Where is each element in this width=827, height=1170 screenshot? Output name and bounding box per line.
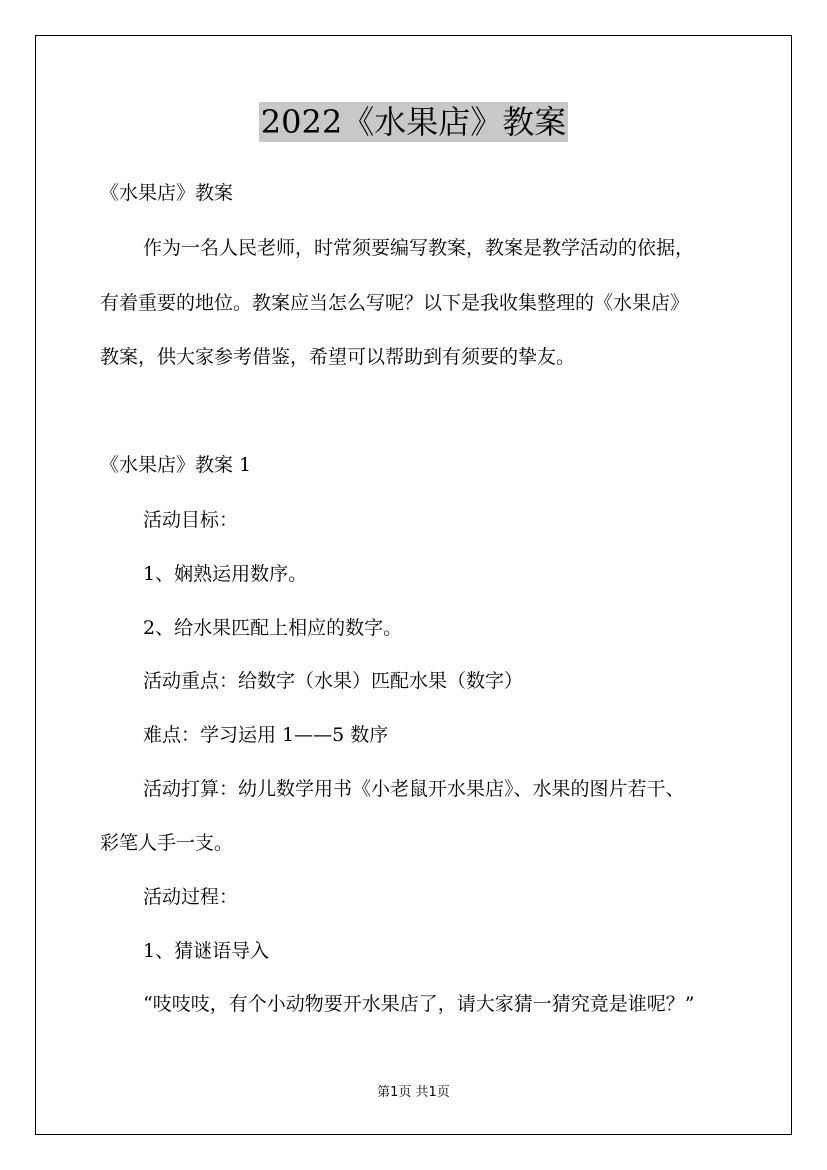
activity-difficulty: 难点：学习运用 1——5 数序 — [143, 724, 389, 746]
activity-process-heading: 活动过程： — [143, 886, 239, 908]
activity-goal-heading: 活动目标： — [143, 509, 239, 531]
page-footer: 第1页 共1页 — [377, 1085, 450, 1100]
activity-preparation-line-2: 彩笔人手一支。 — [100, 832, 234, 854]
activity-focus: 活动重点：给数字（水果）匹配水果（数字） — [143, 670, 524, 692]
intro-line-2: 有着重要的地位。教案应当怎么写呢？以下是我收集整理的《水果店》 — [100, 292, 690, 314]
document-title: 2022《水果店》教案 — [260, 103, 567, 141]
goal-item-1: 1、娴熟运用数序。 — [143, 563, 308, 585]
intro-line-1: 作为一名人民老师，时常须要编写教案，教案是教学活动的依据， — [143, 237, 695, 259]
process-quote: “吱吱吱，有个小动物要开水果店了，请大家猜一猜究竟是谁呢？” — [143, 993, 695, 1015]
intro-line-3: 教案，供大家参考借鉴，希望可以帮助到有须要的挚友。 — [100, 346, 576, 368]
title-area — [0, 102, 827, 142]
activity-preparation-line-1: 活动打算：幼儿数学用书《小老鼠开水果店》、水果的图片若干、 — [143, 778, 685, 800]
section-heading: 《水果店》教案 1 — [100, 454, 252, 476]
document-subtitle: 《水果店》教案 — [100, 182, 234, 204]
process-step-1: 1、猜谜语导入 — [143, 940, 270, 962]
goal-item-2: 2、给水果匹配上相应的数字。 — [143, 617, 403, 639]
